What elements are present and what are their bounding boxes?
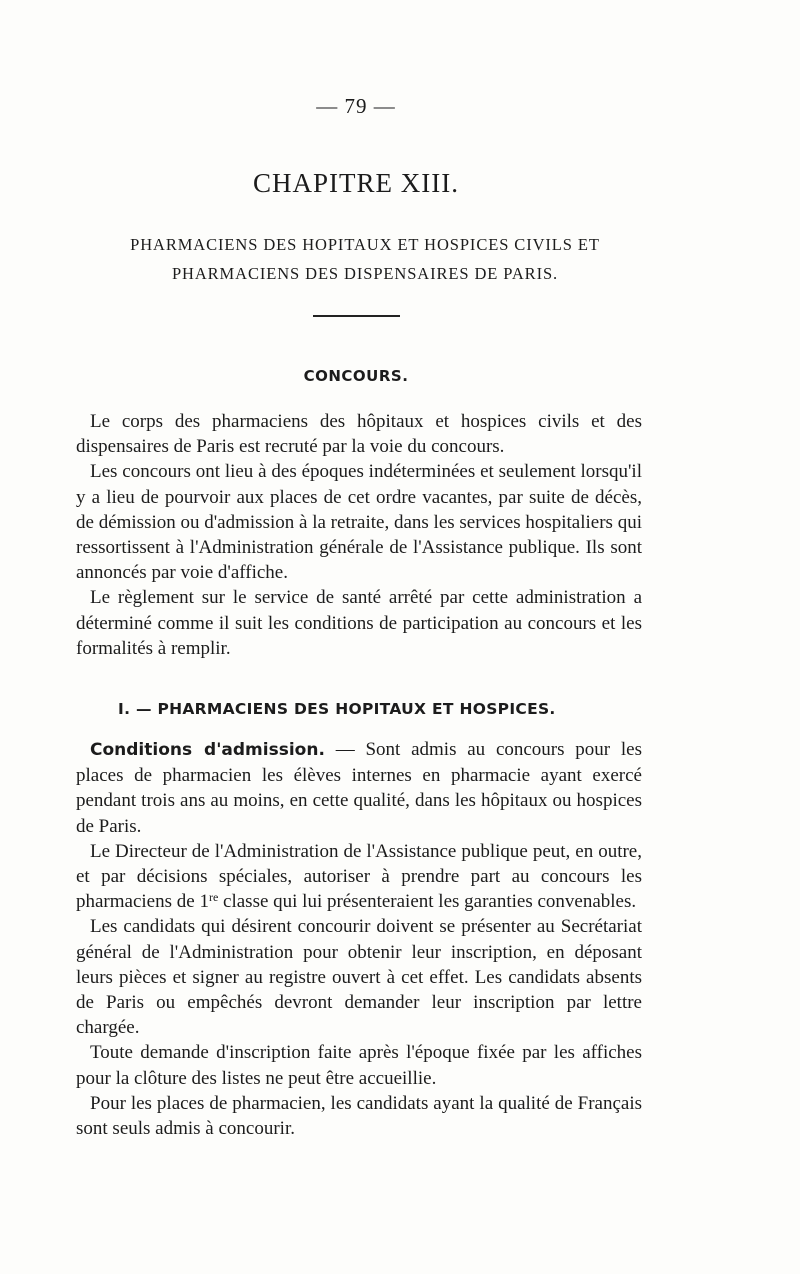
paragraph bbox=[76, 839, 642, 915]
paragraph-conditions bbox=[76, 737, 642, 839]
part-body bbox=[76, 737, 642, 1141]
paragraph: Les concours ont lieu à des époques indéterminées et seulement lorsqu'il y a lieu de pourvoir aux places de cet ordre vacantes, par suite de décès, de démission ou d'admission à la retraite, dans les services hospitaliers qui ressortissent à l'Administration générale de l'Assistance publique. Ils sont annoncés par voie d'affiche. bbox=[76, 461, 642, 584]
paragraph: Pour les places de pharmacien, les candidats ayant la qualité de Français sont seuls admis à concourir. bbox=[76, 1092, 642, 1140]
paragraph: Les candidats qui désirent concourir doivent se présenter au Secrétariat général de l'Administration pour obtenir leur inscription, en déposant leurs pièces et signer au registre ouvert à cet effet. Les candidats absents de Paris ou empêchés devront demander leur inscription par lettre chargée. bbox=[76, 916, 642, 1039]
paragraph: Le corps des pharmaciens des hôpitaux et hospices civils et des dispensaires de Paris est recruté par la voie du concours. bbox=[76, 411, 642, 458]
paragraph-text: Le Directeur de l'Administration de l'Assistance publique peut, en outre, et par décisions spéciales, autoriser à prendre part au concours les pharmaciens de 1 bbox=[76, 840, 642, 913]
paragraph: Le règlement sur le service de santé arrêté par cette administration a déterminé comme il suit les conditions de participation au concours et les formalités à remplir. bbox=[76, 587, 642, 659]
chapter-subtitle bbox=[60, 230, 670, 288]
page-number: — 79 — bbox=[316, 94, 396, 118]
section-body bbox=[76, 409, 642, 661]
paragraph-text: classe qui lui présenteraient les garanties convenables. bbox=[218, 891, 637, 913]
superscript: re bbox=[208, 890, 219, 905]
chapter-subtitle-line-1: PHARMACIENS DES HOPITAUX ET HOSPICES CIVILS ET bbox=[130, 235, 600, 254]
paragraph: Toute demande d'inscription faite après l'époque fixée par les affiches pour la clôture des listes ne peut être accueillie. bbox=[76, 1042, 642, 1089]
section-heading: CONCOURS. bbox=[303, 367, 409, 385]
chapter-subtitle-line-2: PHARMACIENS DES DISPENSAIRES DE PARIS. bbox=[171, 264, 559, 283]
conditions-text: — Sont admis au concours pour les places de pharmacien les élèves internes en pharmacie ayant exercé pendant trois ans au moins, en cette qualité, dans les hôpitaux ou hospices de Paris. bbox=[76, 739, 643, 837]
conditions-label: Conditions d'admission. bbox=[90, 740, 325, 760]
part-heading: I. — PHARMACIENS DES HOPITAUX ET HOSPICES. bbox=[118, 700, 556, 718]
chapter-title: CHAPITRE XIII. bbox=[253, 168, 459, 198]
title-divider bbox=[313, 315, 400, 317]
